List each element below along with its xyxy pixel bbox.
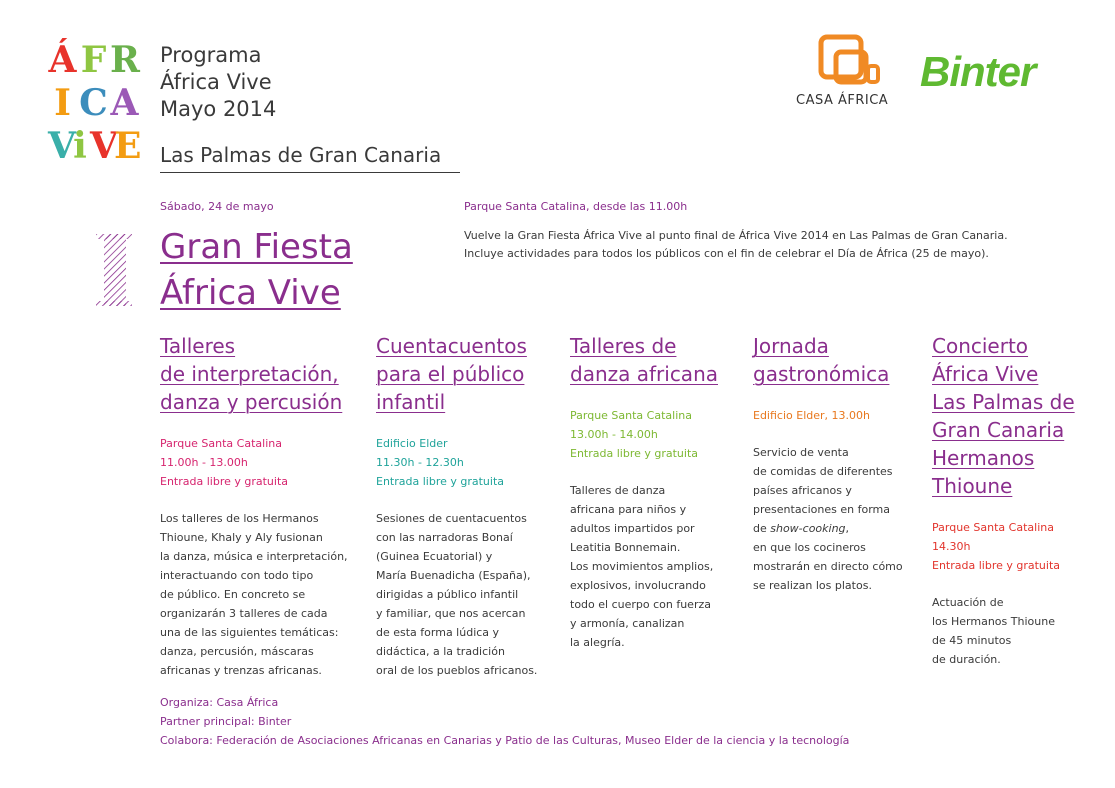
description-line: danza, percusión, máscaras xyxy=(160,645,314,658)
activity-title[interactable] xyxy=(570,332,718,388)
casa-africa-label: CASA ÁFRICA xyxy=(796,93,889,108)
description-line: de público. En concreto se xyxy=(160,588,306,601)
activity-place: Parque Santa Catalina xyxy=(932,521,1054,534)
logo-letter: A xyxy=(110,82,139,124)
logo-row-3 xyxy=(48,125,142,167)
activity-title-line[interactable]: de interpretación, xyxy=(160,362,339,386)
activity-title-line[interactable]: infantil xyxy=(376,390,446,414)
description-line: con las narradoras Bonaí xyxy=(376,531,513,544)
activity-entry: Entrada libre y gratuita xyxy=(160,475,289,488)
logo-letter: F xyxy=(80,39,107,81)
activity-title-line[interactable]: Cuentacuentos xyxy=(376,334,527,358)
activity-title[interactable] xyxy=(376,332,537,416)
description-line: Los movimientos amplios, xyxy=(570,560,714,573)
activity-title[interactable] xyxy=(160,332,348,416)
description-line: de comidas de diferentes xyxy=(753,465,893,478)
activity-title-line[interactable]: Gran Canaria xyxy=(932,418,1065,442)
description-line: organizarán 3 talleres de cada xyxy=(160,607,328,620)
activity-description xyxy=(932,593,1075,669)
binter-logo: Binter xyxy=(920,48,1036,95)
activity-entry: Entrada libre y gratuita xyxy=(376,475,505,488)
description-line: de esta forma lúdica y xyxy=(376,626,500,639)
activity-description xyxy=(570,481,718,652)
logo-letter: i xyxy=(73,125,87,167)
activity-danza-africana xyxy=(570,332,718,652)
description-line: de duración. xyxy=(932,653,1001,666)
description-line: presentaciones en forma xyxy=(753,503,890,516)
emphasis-text: show-cooking xyxy=(770,522,846,535)
activity-concierto xyxy=(932,332,1075,669)
logo-letter: E xyxy=(114,125,142,167)
description-line: países africanos y xyxy=(753,484,852,497)
logo-letter: R xyxy=(110,39,140,81)
event-title[interactable] xyxy=(160,224,353,316)
activity-title-line[interactable]: Talleres xyxy=(160,334,236,358)
activity-meta xyxy=(753,406,903,425)
activity-description xyxy=(376,509,537,680)
description-line: de show-cooking, xyxy=(753,522,850,535)
logo-letter: V xyxy=(90,125,118,167)
description-line: los Hermanos Thioune xyxy=(932,615,1055,628)
activity-title[interactable] xyxy=(932,332,1075,500)
description-line: didáctica, a la tradición xyxy=(376,645,505,658)
activity-description xyxy=(160,509,348,680)
activity-title-line[interactable]: Talleres de xyxy=(570,334,677,358)
description-line: una de las siguientes temáticas: xyxy=(160,626,339,639)
activity-meta xyxy=(160,434,348,491)
description-line: de 45 minutos xyxy=(932,634,1012,647)
activity-time: 14.30h xyxy=(932,540,971,553)
activity-title-line[interactable]: África Vive xyxy=(932,362,1039,386)
event-title-line[interactable]: Gran Fiesta xyxy=(160,227,353,267)
casa-africa-logo-icon xyxy=(818,34,882,90)
intro-line: Incluye actividades para todos los públicos con el fin de celebrar el Día de África (25 de mayo). xyxy=(464,247,989,260)
description-line: la alegría. xyxy=(570,636,625,649)
activity-meta xyxy=(570,406,718,463)
activity-time: 11.00h - 13.00h xyxy=(160,456,248,469)
intro-line: Vuelve la Gran Fiesta África Vive al punto final de África Vive 2014 en Las Palmas de Gran Canaria. xyxy=(464,229,1008,242)
event-date: Sábado, 24 de mayo xyxy=(160,200,274,213)
description-line: Actuación de xyxy=(932,596,1004,609)
activity-cuentacuentos xyxy=(376,332,537,680)
logo-letter: C xyxy=(79,82,108,124)
logo-letter: Á xyxy=(48,39,77,81)
logo-letter: I xyxy=(54,82,71,124)
credits-partner: Partner principal: Binter xyxy=(160,715,292,728)
description-line: Servicio de venta xyxy=(753,446,849,459)
activity-title-line[interactable]: Thioune xyxy=(932,474,1013,498)
credits xyxy=(160,693,849,750)
description-line: Thioune, Khaly y Aly fusionan xyxy=(160,531,323,544)
activity-place: Edificio Elder, 13.00h xyxy=(753,409,870,422)
description-line: (Guinea Ecuatorial) y xyxy=(376,550,493,563)
activity-title-line[interactable]: Las Palmas de xyxy=(932,390,1075,414)
event-title-line[interactable]: África Vive xyxy=(160,273,341,313)
description-line: Sesiones de cuentacuentos xyxy=(376,512,527,525)
activity-title-line[interactable]: danza y percusión xyxy=(160,390,343,414)
description-line: Leatitia Bonnemain. xyxy=(570,541,681,554)
activity-title-line[interactable]: para el público xyxy=(376,362,525,386)
description-line: se realizan los platos. xyxy=(753,579,872,592)
activity-meta xyxy=(932,518,1075,575)
program-line: África Vive xyxy=(160,70,272,94)
activity-time: 11.30h - 12.30h xyxy=(376,456,464,469)
description-line: Talleres de danza xyxy=(570,484,666,497)
description-line: María Buenadicha (España), xyxy=(376,569,531,582)
activity-description xyxy=(753,443,903,595)
description-line: y armonía, canalizan xyxy=(570,617,685,630)
credits-organiza: Organiza: Casa África xyxy=(160,696,279,709)
description-line: adultos impartidos por xyxy=(570,522,695,535)
description-line: explosivos, involucrando xyxy=(570,579,706,592)
description-line: dirigidas a público infantil xyxy=(376,588,519,601)
activity-time: 13.00h - 14.00h xyxy=(570,428,658,441)
activity-place: Parque Santa Catalina xyxy=(160,437,282,450)
event-location: Parque Santa Catalina, desde las 11.00h xyxy=(464,200,688,213)
description-line: Los talleres de los Hermanos xyxy=(160,512,319,525)
hatched-i-emblem-icon xyxy=(96,234,132,306)
description-line: interactuando con todo tipo xyxy=(160,569,314,582)
activity-title[interactable] xyxy=(753,332,903,388)
logo-letter: V xyxy=(48,125,76,167)
activity-place: Edificio Elder xyxy=(376,437,448,450)
activity-entry: Entrada libre y gratuita xyxy=(570,447,699,460)
activity-interpretacion xyxy=(160,332,348,680)
description-line: en que los cocineros xyxy=(753,541,866,554)
logo-row-1 xyxy=(48,40,139,80)
activity-title-line[interactable]: Hermanos xyxy=(932,446,1035,470)
city-underline xyxy=(160,172,460,173)
activity-title-line[interactable]: Concierto xyxy=(932,334,1029,358)
program-line: Mayo 2014 xyxy=(160,97,277,121)
description-line: africana para niños y xyxy=(570,503,687,516)
credits-colabora: Colabora: Federación de Asociaciones Africanas en Canarias y Patio de las Culturas, Museo Elder de la ciencia y la tecnología xyxy=(160,734,850,747)
description-line: todo el cuerpo con fuerza xyxy=(570,598,711,611)
program-line: Programa xyxy=(160,43,262,67)
description-line: oral de los pueblos africanos. xyxy=(376,664,538,677)
activity-title-line[interactable]: Jornada xyxy=(753,334,829,358)
activity-title-line[interactable]: gastronómica xyxy=(753,362,890,386)
activity-meta xyxy=(376,434,537,491)
description-line: mostrarán en directo cómo xyxy=(753,560,903,573)
logo-row-2 xyxy=(48,83,139,123)
activity-gastronomica xyxy=(753,332,903,595)
activity-title-line[interactable]: danza africana xyxy=(570,362,718,386)
description-line: y familiar, que nos acercan xyxy=(376,607,526,620)
activity-entry: Entrada libre y gratuita xyxy=(932,559,1061,572)
description-line: la danza, música e interpretación, xyxy=(160,550,348,563)
activity-place: Parque Santa Catalina xyxy=(570,409,692,422)
event-intro xyxy=(464,227,1064,263)
city-heading: Las Palmas de Gran Canaria xyxy=(160,143,442,167)
program-heading xyxy=(160,42,276,123)
description-line: africanas y trenzas africanas. xyxy=(160,664,322,677)
